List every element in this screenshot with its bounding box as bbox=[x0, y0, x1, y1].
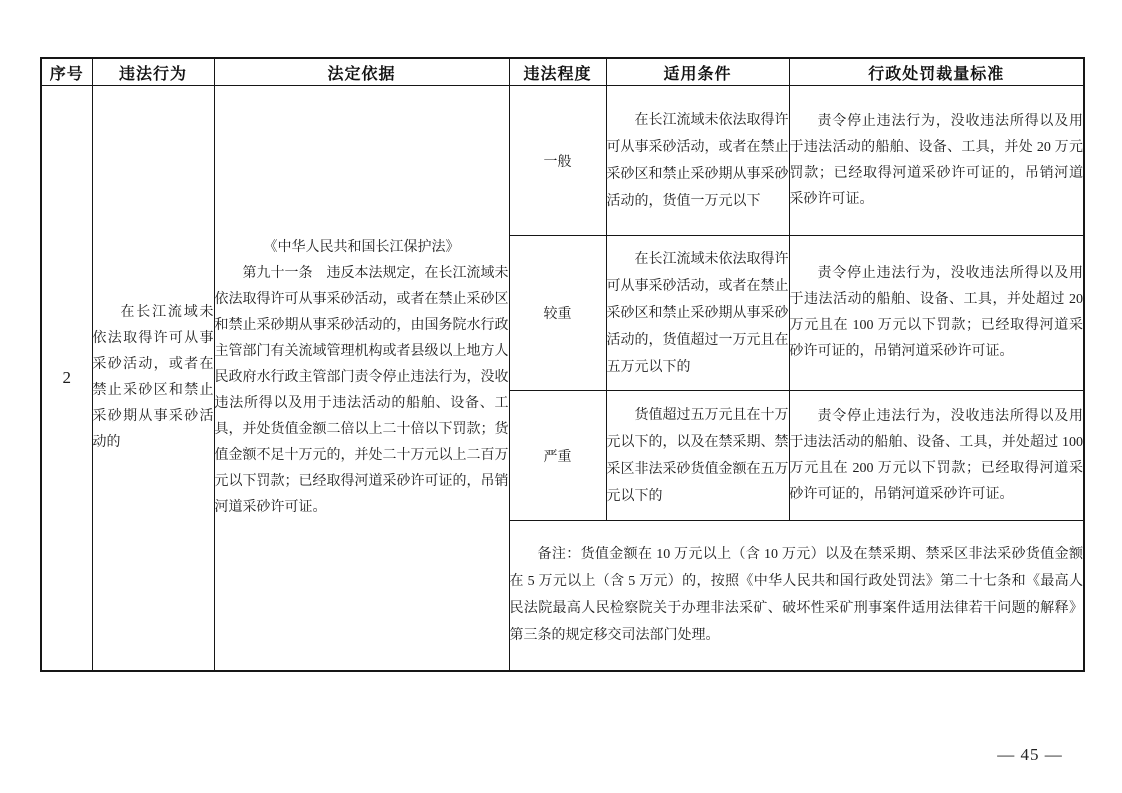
col-header-behavior: 违法行为 bbox=[92, 58, 214, 86]
penalty-text-heavier: 责令停止违法行为，没收违法所得以及用于违法活动的船舶、设备、工具，并处超过 20 万元且在 100 万元以下罚款；已经取得河道采砂许可证的，吊销河道采砂许可证。 bbox=[789, 266, 1083, 359]
penalty-cell-general bbox=[789, 86, 1084, 236]
note-text: 备注：货值金额在 10 万元以上（含 10 万元）以及在禁采期、禁采区非法采砂货值金额在 5 万元以上（含 5 万元）的，按照《中华人民共和国行政处罚法》第二十七条和《最高人民法院最高人民检察院关于办理非法采矿、破坏性采矿刑事案件适用法律若干问题的解释》第三条的规定移交司法部门处理。 bbox=[509, 547, 1083, 644]
penalty-standards-table bbox=[40, 57, 1085, 672]
col-header-index: 序号 bbox=[41, 58, 92, 86]
illegal-behavior-text: 在长江流域未依法取得许可从事采砂活动，或者在禁止采砂区和禁止采砂期从事采砂活动的 bbox=[92, 304, 214, 450]
page-number: — 45 — bbox=[997, 745, 1063, 764]
penalty-text-general: 责令停止违法行为，没收违法所得以及用于违法活动的船舶、设备、工具，并处 20 万元罚款；已经取得河道采砂许可证的，吊销河道采砂许可证。 bbox=[789, 113, 1083, 207]
condition-text-general: 在长江流域未依法取得许可从事采砂活动，或者在禁止采砂区和禁止采砂期从事采砂活动的，货值一万元以下 bbox=[606, 112, 789, 209]
legal-basis-cell bbox=[214, 86, 509, 671]
penalty-cell-severe bbox=[789, 391, 1084, 521]
legal-basis-title: 《中华人民共和国长江保护法》 bbox=[263, 239, 460, 255]
table-header-row bbox=[41, 58, 1084, 86]
condition-text-severe: 货值超过五万元且在十万元以下的，以及在禁采期、禁采区非法采砂货值金额在五万元以下的 bbox=[606, 407, 789, 504]
illegal-behavior-cell bbox=[92, 86, 214, 671]
penalty-cell-heavier bbox=[789, 236, 1084, 391]
condition-cell-general bbox=[606, 86, 789, 236]
penalty-text-severe: 责令停止违法行为，没收违法所得以及用于违法活动的船舶、设备、工具，并处超过 100 万元且在 200 万元以下罚款；已经取得河道采砂许可证的，吊销河道采砂许可证。 bbox=[789, 408, 1083, 502]
condition-cell-severe bbox=[606, 391, 789, 521]
row-index-cell: 2 bbox=[41, 86, 92, 671]
degree-cell-heavier: 较重 bbox=[509, 236, 606, 391]
col-header-condition: 适用条件 bbox=[606, 58, 789, 86]
condition-text-heavier: 在长江流域未依法取得许可从事采砂活动，或者在禁止采砂区和禁止采砂期从事采砂活动的，货值超过一万元且在五万元以下的 bbox=[606, 251, 789, 375]
degree-cell-severe: 严重 bbox=[509, 391, 606, 521]
col-header-legal-basis: 法定依据 bbox=[214, 58, 509, 86]
legal-basis-body: 第九十一条 违反本法规定，在长江流域未依法取得许可从事采砂活动，或者在禁止采砂区和禁止采砂期从事采砂活动的，由国务院水行政主管部门有关流域管理机构或者县级以上地方人民政府水行政主管部门责令停止违法行为，没收违法所得以及用于违法活动的船舶、设备、工具，并处货值金额二倍以上二十倍以下罚款；货值金额不足十万元的，并处二十万元以上二百万元以下罚款；已经取得河道采砂许可证的，吊销河道采砂许可证。 bbox=[214, 265, 509, 515]
col-header-degree: 违法程度 bbox=[509, 58, 606, 86]
degree-cell-general: 一般 bbox=[509, 86, 606, 236]
note-cell bbox=[509, 521, 1084, 671]
col-header-penalty-standard: 行政处罚裁量标准 bbox=[789, 58, 1084, 86]
table-row-level-general bbox=[41, 86, 1084, 236]
condition-cell-heavier bbox=[606, 236, 789, 391]
